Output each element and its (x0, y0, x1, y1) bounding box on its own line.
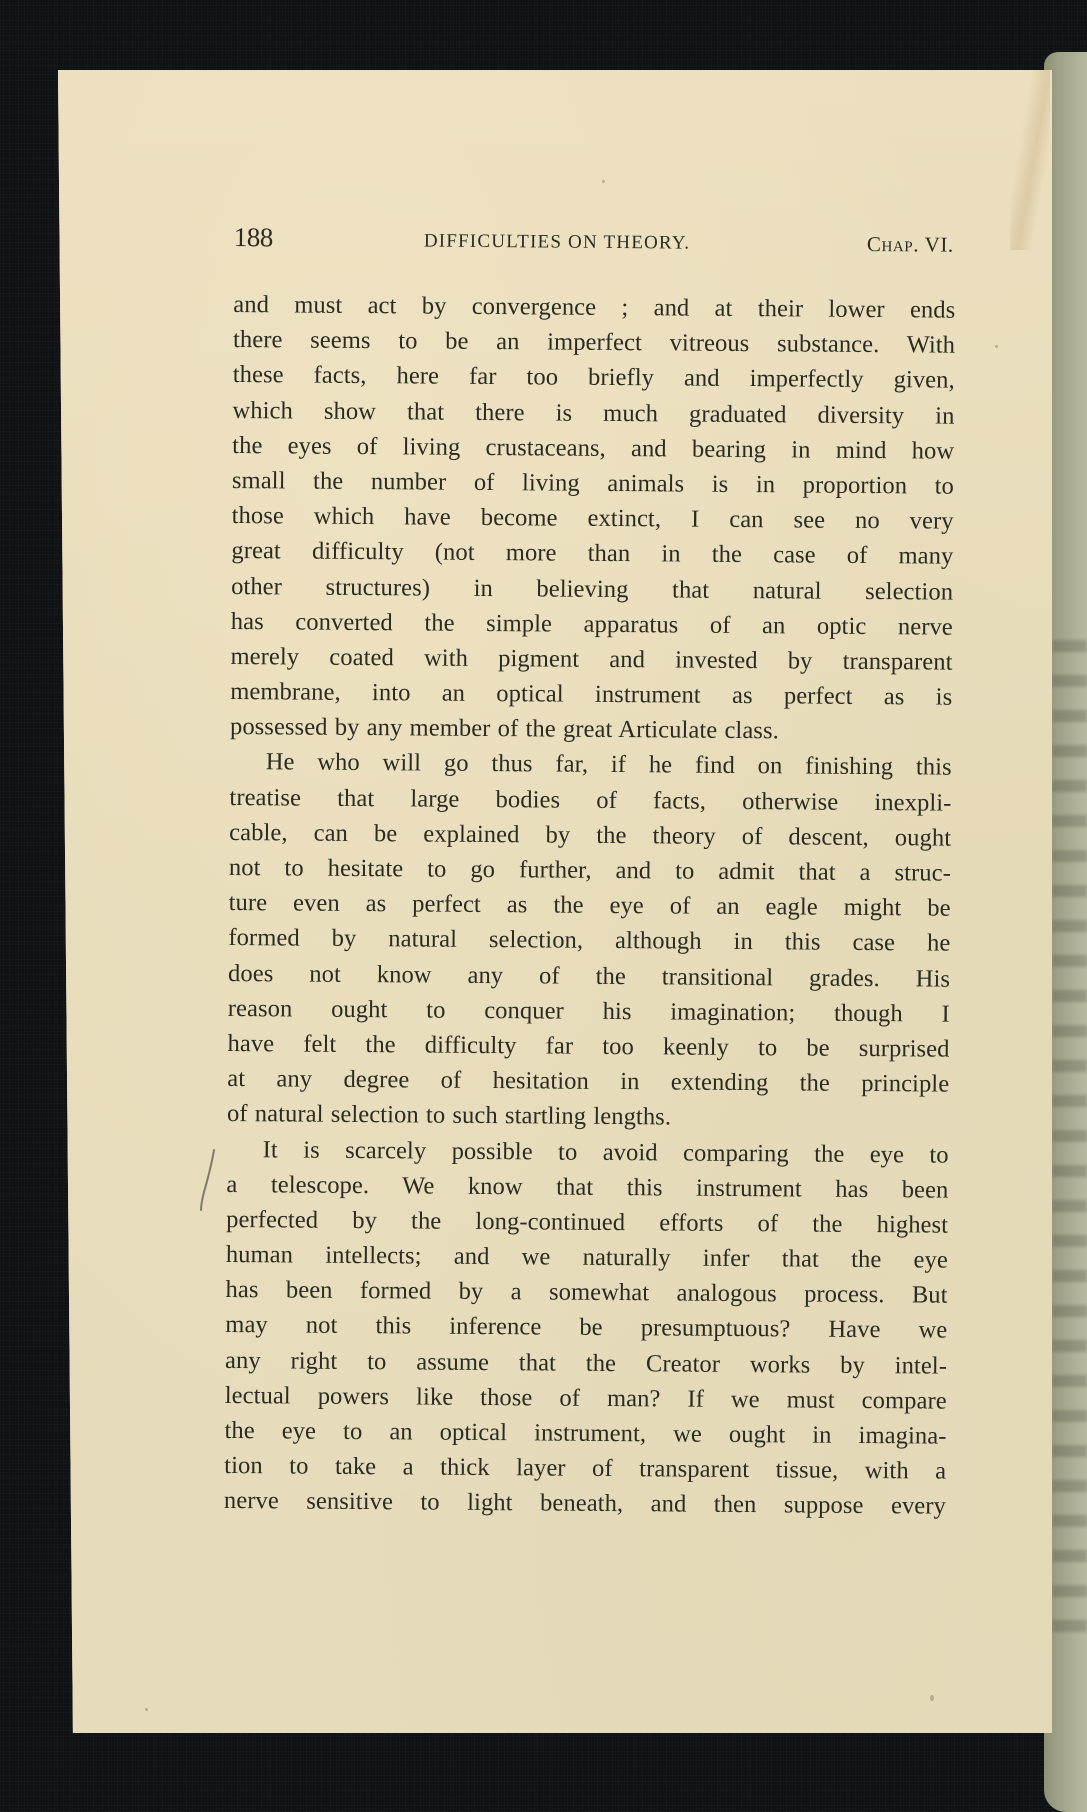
text-line: a telescope. We know that this instrument has been (226, 1170, 949, 1204)
text-line: those which have become extinct, I can see no very (231, 502, 954, 535)
text-line: the eyes of living crustaceans, and bearing in mind how (232, 431, 955, 465)
page-fold-crease (1010, 70, 1050, 250)
paper-speck (145, 1708, 148, 1711)
page-text-block (224, 222, 956, 1524)
text-line: membrane, into an optical instrument as perfect as is (230, 678, 953, 711)
body-text (224, 287, 956, 1524)
text-line: and must act by convergence ; and at their lower ends (233, 290, 956, 324)
running-title: DIFFICULTIES ON THEORY. (423, 230, 691, 254)
text-line: nerve sensitive to light beneath, and then suppose every (223, 1487, 947, 1521)
text-line: other structures) in believing that natural selection (231, 572, 954, 606)
text-line: formed by natural selection, although in this case he (228, 924, 951, 958)
text-line: has been formed by a somewhat analogous process. But (225, 1276, 948, 1309)
text-line: treatise that large bodies of facts, otherwise inexpli- (229, 783, 952, 817)
text-line: perfected by the long-continued efforts of the highest (226, 1205, 949, 1239)
paper-speck (995, 345, 998, 348)
paper-speck (602, 180, 605, 183)
text-line: at any degree of hesitation in extending the principle (227, 1065, 950, 1098)
text-line: merely coated with pigment and invested by transparent (230, 642, 953, 676)
text-line: possessed by any member of the great Articulate class. (229, 713, 779, 745)
text-line: small the number of living animals is in proportion to (231, 466, 955, 500)
paper-speck (930, 1695, 934, 1701)
text-line: which show that there is much graduated diversity in (232, 396, 955, 430)
text-line: cable, can be explained by the theory of descent, ought (229, 818, 952, 852)
text-line: the eye to an optical instrument, we ought in imagina- (224, 1416, 947, 1450)
text-line: has converted the simple apparatus of an optic nerve (230, 607, 953, 641)
text-line: these facts, here far too briefly and imperfectly given, (232, 361, 955, 395)
next-page-bleed-text (1052, 640, 1087, 1640)
text-line: there seems to be an imperfect vitreous substance. With (232, 326, 956, 359)
text-line: lectual powers like those of man? If we must compare (224, 1381, 947, 1415)
text-line: any right to assume that the Creator works by intel- (224, 1346, 948, 1380)
text-line: ture even as perfect as the eye of an eagle might be (228, 889, 951, 922)
text-line: does not know any of the transitional grades. His (227, 959, 951, 993)
pencil-margin-mark (198, 1148, 218, 1212)
text-line: of natural selection to such startling lengths. (226, 1100, 672, 1131)
paragraph-start-line: It is scarcely possible to avoid comparing the eye to (262, 1135, 949, 1169)
page-number: 188 (233, 222, 273, 253)
text-line: human intellects; and we naturally infer that the eye (225, 1241, 948, 1274)
text-line: reason ought to conquer his imagination; though I (227, 994, 950, 1028)
text-line: not to hesitate to go further, and to admit that a struc- (228, 853, 952, 887)
paragraph-start-line: He who will go thus far, if he find on finishing this (265, 748, 952, 782)
text-line: may not this inference be presumptuous? Have we (225, 1311, 948, 1345)
text-line: great difficulty (not more than in the case of many (231, 537, 954, 570)
chapter-label: Chap. VI. (866, 231, 954, 257)
text-line: tion to take a thick layer of transparent tissue, with a (224, 1452, 947, 1485)
running-head (234, 222, 956, 268)
text-line: have felt the difficulty far too keenly to be surprised (227, 1029, 950, 1063)
